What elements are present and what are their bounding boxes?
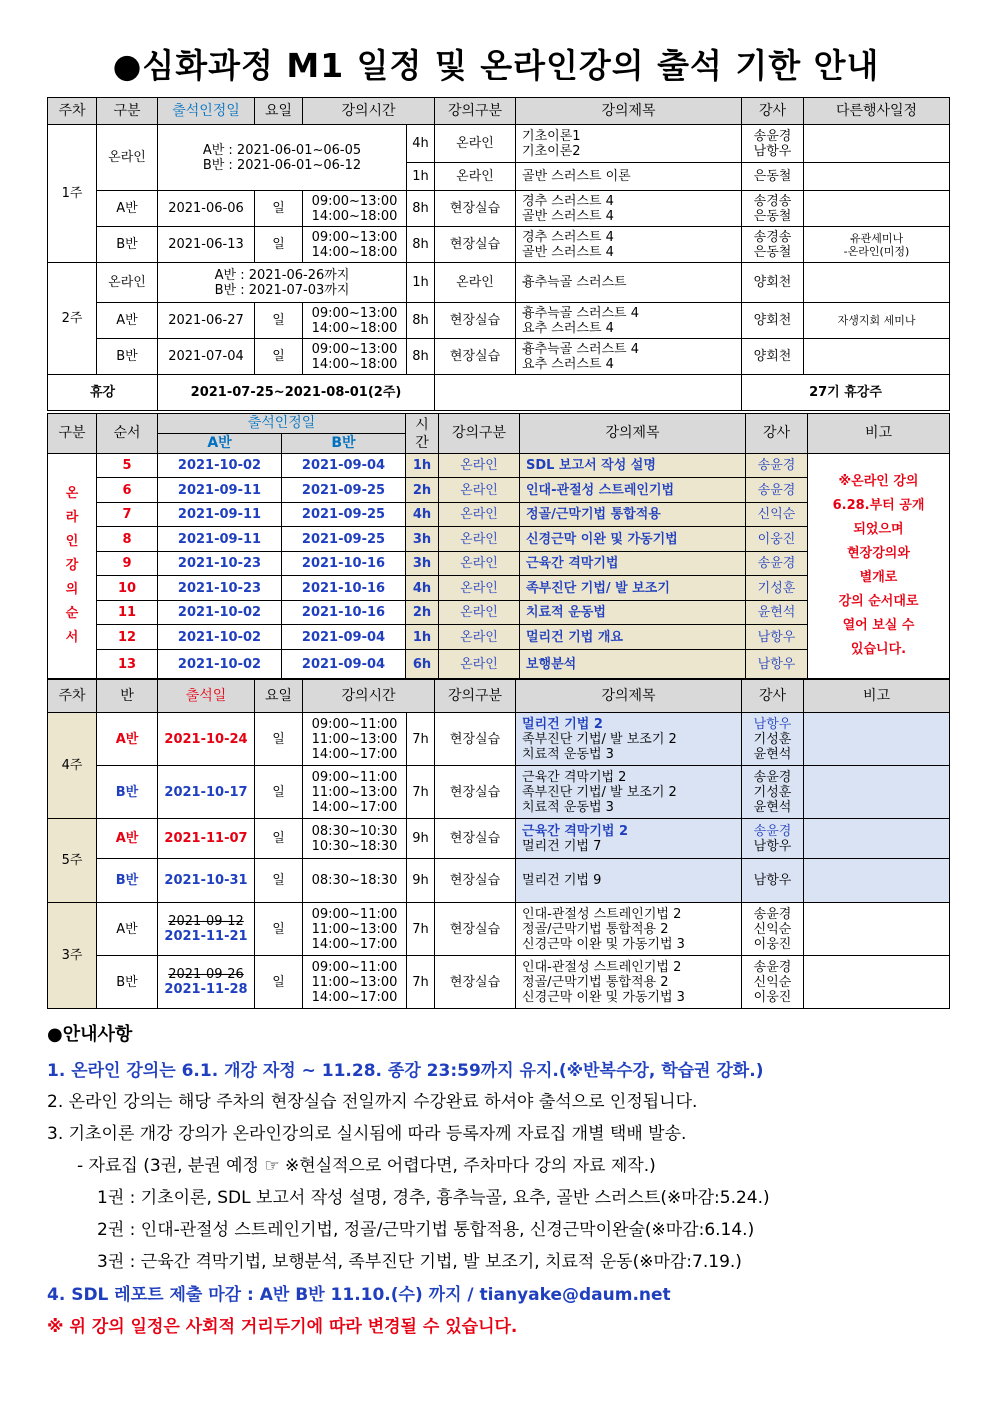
note-cell bbox=[804, 713, 950, 766]
header-order: 순서 bbox=[97, 414, 158, 454]
b-date-cell: 2021-09-25 bbox=[282, 478, 406, 503]
date-cell: 2021-10-31 bbox=[158, 859, 255, 903]
event-cell bbox=[804, 163, 950, 191]
title-cell: 멀리건 기법 개요 bbox=[520, 625, 746, 650]
hours-cell: 7h bbox=[407, 903, 435, 956]
hours-cell: 7h bbox=[407, 766, 435, 819]
order-cell: 12 bbox=[97, 625, 158, 650]
type-cell: 온라인 bbox=[439, 527, 520, 552]
week-cell: 2주 bbox=[48, 263, 97, 375]
hours-cell: 8h bbox=[407, 227, 435, 263]
teacher-cell: 송윤경 기성훈 윤현석 bbox=[742, 766, 804, 819]
day-cell: 일 bbox=[255, 227, 303, 263]
gubun-cell: 온라인 bbox=[97, 263, 158, 303]
hours-cell: 9h bbox=[407, 859, 435, 903]
type-cell: 온라인 bbox=[439, 625, 520, 650]
b-date-cell: 2021-10-16 bbox=[282, 576, 406, 601]
header-time: 강의시간 bbox=[303, 680, 435, 713]
teacher-cell: 남항우 기성훈 윤현석 bbox=[742, 713, 804, 766]
teacher-cell: 양회천 bbox=[742, 339, 804, 375]
table-row bbox=[48, 125, 950, 163]
header-events: 다른행사일정 bbox=[804, 98, 950, 125]
teacher-cell: 송윤경 남항우 bbox=[742, 819, 804, 859]
ban-cell: B반 bbox=[97, 766, 158, 819]
a-date-cell: 2021-10-02 bbox=[158, 454, 282, 478]
page-title: ●심화과정 M1 일정 및 온라인강의 출석 기한 안내 bbox=[112, 46, 880, 85]
date-cell: 2021-11-07 bbox=[158, 819, 255, 859]
day-cell: 일 bbox=[255, 713, 303, 766]
hours-cell: 6h bbox=[406, 650, 439, 679]
b-date-cell: 2021-09-25 bbox=[282, 503, 406, 527]
notices-heading: ●안내사항 bbox=[47, 1024, 133, 1045]
table-row bbox=[48, 903, 950, 956]
header-day: 요일 bbox=[255, 98, 303, 125]
title-cell: 경추 스러스트 4 골반 스러스트 4 bbox=[516, 227, 742, 263]
break-note: 27기 휴강주 bbox=[742, 375, 950, 411]
teacher-cell: 양회천 bbox=[742, 263, 804, 303]
type-cell: 온라인 bbox=[439, 601, 520, 625]
header-ban: 반 bbox=[97, 680, 158, 713]
b-date-cell: 2021-10-16 bbox=[282, 552, 406, 576]
note-cell bbox=[804, 903, 950, 956]
break-dates: 2021-07-25~2021-08-01(2주) bbox=[158, 375, 435, 411]
week-cell: 4주 bbox=[48, 713, 97, 819]
title-cell: 흉추늑골 스러스트 4 요추 스러스트 4 bbox=[516, 339, 742, 375]
title-cell: 족부진단 기법/ 발 보조기 bbox=[520, 576, 746, 601]
header-type: 강의구분 bbox=[435, 680, 516, 713]
day-cell: 일 bbox=[255, 819, 303, 859]
teacher-cell: 송윤경 bbox=[746, 454, 808, 478]
header-hours: 시 간 bbox=[406, 414, 439, 454]
type-cell: 현장실습 bbox=[435, 191, 516, 227]
online-order-label: 온 라 인 강 의 순 서 bbox=[48, 454, 97, 679]
header-attendance-date: 출석인정일 bbox=[158, 98, 255, 125]
type-cell: 현장실습 bbox=[435, 766, 516, 819]
table-header-row bbox=[48, 680, 950, 713]
b-date-cell: 2021-09-04 bbox=[282, 625, 406, 650]
notice-1: 1. 온라인 강의는 6.1. 개강 자정 ~ 11.28. 종강 23:59까지 유지.(※반복수강, 학습권 강화.) bbox=[47, 1061, 764, 1081]
break-empty bbox=[435, 375, 742, 411]
order-cell: 10 bbox=[97, 576, 158, 601]
title-cell: 골반 스러스트 이론 bbox=[516, 163, 742, 191]
ban-cell: A반 bbox=[97, 819, 158, 859]
order-cell: 13 bbox=[97, 650, 158, 679]
header-title: 강의제목 bbox=[516, 680, 742, 713]
teacher-cell: 송윤경 bbox=[746, 552, 808, 576]
note-cell bbox=[804, 956, 950, 1009]
notice-3-volume-3: 3권 : 근육간 격막기법, 보행분석, 족부진단 기법, 발 보조기, 치료적 운동(※마감:7.19.) bbox=[97, 1252, 742, 1272]
type-cell: 현장실습 bbox=[435, 339, 516, 375]
teacher-cell: 송윤경 bbox=[746, 478, 808, 503]
notice-5: ※ 위 강의 일정은 사회적 거리두기에 따라 변경될 수 있습니다. bbox=[47, 1317, 518, 1337]
day-cell: 일 bbox=[255, 191, 303, 227]
teacher-cell: 신익순 bbox=[746, 503, 808, 527]
header-time: 강의시간 bbox=[303, 98, 435, 125]
notice-3-volume-1: 1권 : 기초이론, SDL 보고서 작성 설명, 경추, 흉추늑골, 요추, 골반 스러스트(※마감:5.24.) bbox=[97, 1188, 770, 1208]
note-cell bbox=[804, 819, 950, 859]
a-date-cell: 2021-09-11 bbox=[158, 527, 282, 552]
day-cell: 일 bbox=[255, 859, 303, 903]
hours-cell: 8h bbox=[407, 339, 435, 375]
hours-cell: 1h bbox=[407, 263, 435, 303]
teacher-cell: 은동철 bbox=[742, 163, 804, 191]
week-cell: 5주 bbox=[48, 819, 97, 903]
order-cell: 6 bbox=[97, 478, 158, 503]
date-cell: 2021-10-24 bbox=[158, 713, 255, 766]
title-cell: 근육간 격막기법 bbox=[520, 552, 746, 576]
title-cell: 인대-관절성 스트레인기법 bbox=[520, 478, 746, 503]
teacher-cell: 남항우 bbox=[746, 625, 808, 650]
title-cell: 흉추늑골 스러스트 4 요추 스러스트 4 bbox=[516, 303, 742, 339]
order-cell: 9 bbox=[97, 552, 158, 576]
table-row bbox=[48, 303, 950, 339]
table-row bbox=[48, 713, 950, 766]
type-cell: 현장실습 bbox=[435, 859, 516, 903]
hours-cell: 1h bbox=[406, 454, 439, 478]
header-type: 강의구분 bbox=[439, 414, 520, 454]
header-week: 주차 bbox=[48, 98, 97, 125]
hours-cell: 9h bbox=[407, 819, 435, 859]
teacher-cell: 기성훈 bbox=[746, 576, 808, 601]
notice-3-materials: - 자료집 (3권, 분권 예정 ☞ ※현실적으로 어렵다면, 주차마다 강의 자료 제작.) bbox=[77, 1156, 656, 1176]
ban-cell: A반 bbox=[97, 303, 158, 339]
type-cell: 현장실습 bbox=[435, 713, 516, 766]
title-cell: 멀리건 기법 2 족부진단 기법/ 발 보조기 2 치료적 운동법 3 bbox=[516, 713, 742, 766]
date-cell: 2021-09-12 2021-11-21 bbox=[158, 903, 255, 956]
hours-cell: 4h bbox=[407, 125, 435, 163]
a-date-cell: 2021-10-02 bbox=[158, 625, 282, 650]
b-date-cell: 2021-10-16 bbox=[282, 601, 406, 625]
title-cell: SDL 보고서 작성 설명 bbox=[520, 454, 746, 478]
type-cell: 온라인 bbox=[439, 454, 520, 478]
date-cell: 2021-09-26 2021-11-28 bbox=[158, 956, 255, 1009]
time-cell: 09:00~11:00 11:00~13:00 14:00~17:00 bbox=[303, 903, 407, 956]
online-period-cell: A반 : 2021-06-01~06-05 B반 : 2021-06-01~06-12 bbox=[158, 125, 407, 191]
day-cell: 일 bbox=[255, 903, 303, 956]
order-cell: 8 bbox=[97, 527, 158, 552]
table-row bbox=[48, 766, 950, 819]
order-cell: 11 bbox=[97, 601, 158, 625]
event-cell bbox=[804, 339, 950, 375]
day-cell: 일 bbox=[255, 956, 303, 1009]
type-cell: 온라인 bbox=[439, 650, 520, 679]
type-cell: 현장실습 bbox=[435, 227, 516, 263]
note-cell bbox=[804, 766, 950, 819]
date-cell: 2021-10-17 bbox=[158, 766, 255, 819]
notice-2: 2. 온라인 강의는 해당 주차의 현장실습 전일까지 수강완료 하셔야 출석으로 인정됩니다. bbox=[47, 1092, 698, 1112]
date-cell: 2021-07-04 bbox=[158, 339, 255, 375]
event-cell bbox=[804, 263, 950, 303]
time-cell: 08:30~10:30 10:30~18:30 bbox=[303, 819, 407, 859]
type-cell: 온라인 bbox=[439, 576, 520, 601]
title-cell: 근육간 격막기법 2 족부진단 기법/ 발 보조기 2 치료적 운동법 3 bbox=[516, 766, 742, 819]
online-note: ※온라인 강의 6.28.부터 공개 되었으며 현장강의와 별개로 강의 순서대로 열어 보실 수 있습니다. bbox=[808, 454, 950, 679]
title-cell: 정골/근막기법 통합적용 bbox=[520, 503, 746, 527]
title-cell: 인대-관절성 스트레인기법 2 정골/근막기법 통합적용 2 신경근막 이완 및 가동기법 3 bbox=[516, 956, 742, 1009]
teacher-cell: 송경송 은동철 bbox=[742, 227, 804, 263]
header-day: 요일 bbox=[255, 680, 303, 713]
type-cell: 온라인 bbox=[435, 125, 516, 163]
ban-cell: B반 bbox=[97, 339, 158, 375]
time-cell: 09:00~11:00 11:00~13:00 14:00~17:00 bbox=[303, 766, 407, 819]
header-gubun: 구분 bbox=[97, 98, 158, 125]
notice-3: 3. 기초이론 개강 강의가 온라인강의로 실시됨에 따라 등록자께 자료집 개별 택배 발송. bbox=[47, 1124, 687, 1144]
hours-cell: 1h bbox=[407, 163, 435, 191]
event-cell: 유관세미나 -온라인(미정) bbox=[804, 227, 950, 263]
header-b-ban: B반 bbox=[282, 434, 406, 454]
title-cell: 보행분석 bbox=[520, 650, 746, 679]
hours-cell: 8h bbox=[407, 191, 435, 227]
online-period-cell: A반 : 2021-06-26까지 B반 : 2021-07-03까지 bbox=[158, 263, 407, 303]
b-date-cell: 2021-09-25 bbox=[282, 527, 406, 552]
event-cell bbox=[804, 125, 950, 163]
header-gubun: 구분 bbox=[48, 414, 97, 454]
title-cell: 경추 스러스트 4 골반 스러스트 4 bbox=[516, 191, 742, 227]
order-cell: 7 bbox=[97, 503, 158, 527]
hours-cell: 2h bbox=[406, 601, 439, 625]
ban-cell: A반 bbox=[97, 713, 158, 766]
header-note: 비고 bbox=[804, 680, 950, 713]
header-note: 비고 bbox=[808, 414, 950, 454]
notice-4: 4. SDL 레포트 제출 마감 : A반 B반 11.10.(수) 까지 / tianyake@daum.net bbox=[47, 1285, 671, 1305]
type-cell: 온라인 bbox=[439, 478, 520, 503]
type-cell: 현장실습 bbox=[435, 303, 516, 339]
notice-3-volume-2: 2권 : 인대-관절성 스트레인기법, 정골/근막기법 통합적용, 신경근막이완술(※마감:6.14.) bbox=[97, 1220, 755, 1240]
date-cell: 2021-06-06 bbox=[158, 191, 255, 227]
time-cell: 09:00~13:00 14:00~18:00 bbox=[303, 339, 407, 375]
teacher-cell: 송윤경 신익순 이웅진 bbox=[742, 956, 804, 1009]
teacher-cell: 남항우 bbox=[742, 859, 804, 903]
title-cell: 치료적 운동법 bbox=[520, 601, 746, 625]
table-row bbox=[48, 956, 950, 1009]
time-cell: 09:00~13:00 14:00~18:00 bbox=[303, 191, 407, 227]
title-cell: 멀리건 기법 9 bbox=[516, 859, 742, 903]
header-title: 강의제목 bbox=[516, 98, 742, 125]
event-cell: 자생지회 세미나 bbox=[804, 303, 950, 339]
week-cell: 1주 bbox=[48, 125, 97, 263]
hours-cell: 7h bbox=[407, 956, 435, 1009]
b-date-cell: 2021-09-04 bbox=[282, 650, 406, 679]
teacher-cell: 송윤경 남항우 bbox=[742, 125, 804, 163]
teacher-cell: 송윤경 신익순 이웅진 bbox=[742, 903, 804, 956]
a-date-cell: 2021-10-02 bbox=[158, 650, 282, 679]
a-date-cell: 2021-10-23 bbox=[158, 552, 282, 576]
type-cell: 온라인 bbox=[435, 163, 516, 191]
teacher-cell: 이웅진 bbox=[746, 527, 808, 552]
ban-cell: A반 bbox=[97, 903, 158, 956]
title-cell: 근육간 격막기법 2 멀리건 기법 7 bbox=[516, 819, 742, 859]
day-cell: 일 bbox=[255, 303, 303, 339]
day-cell: 일 bbox=[255, 339, 303, 375]
header-attendance-date: 출석인정일 bbox=[158, 414, 406, 434]
type-cell: 현장실습 bbox=[435, 903, 516, 956]
header-a-ban: A반 bbox=[158, 434, 282, 454]
break-row bbox=[48, 375, 950, 411]
online-order-table bbox=[47, 413, 950, 679]
header-type: 강의구분 bbox=[435, 98, 516, 125]
table-row bbox=[48, 859, 950, 903]
time-cell: 08:30~18:30 bbox=[303, 859, 407, 903]
hours-cell: 2h bbox=[406, 478, 439, 503]
week-cell: 3주 bbox=[48, 903, 97, 1009]
header-week: 주차 bbox=[48, 680, 97, 713]
gubun-cell: 온라인 bbox=[97, 125, 158, 191]
order-cell: 5 bbox=[97, 454, 158, 478]
header-teacher: 강사 bbox=[746, 414, 808, 454]
type-cell: 현장실습 bbox=[435, 956, 516, 1009]
title-cell: 기초이론1 기초이론2 bbox=[516, 125, 742, 163]
type-cell: 온라인 bbox=[439, 503, 520, 527]
table-header-row bbox=[48, 414, 950, 434]
b-date-cell: 2021-09-04 bbox=[282, 454, 406, 478]
table-row bbox=[48, 819, 950, 859]
schedule-table-2 bbox=[47, 679, 950, 1009]
note-cell bbox=[804, 859, 950, 903]
hours-cell: 8h bbox=[407, 303, 435, 339]
event-cell bbox=[804, 191, 950, 227]
teacher-cell: 송경송 은동철 bbox=[742, 191, 804, 227]
header-title: 강의제목 bbox=[520, 414, 746, 454]
ban-cell: B반 bbox=[97, 227, 158, 263]
date-cell: 2021-06-13 bbox=[158, 227, 255, 263]
type-cell: 온라인 bbox=[439, 552, 520, 576]
a-date-cell: 2021-10-23 bbox=[158, 576, 282, 601]
hours-cell: 4h bbox=[406, 503, 439, 527]
table-row bbox=[48, 227, 950, 263]
teacher-cell: 양회천 bbox=[742, 303, 804, 339]
time-cell: 09:00~13:00 14:00~18:00 bbox=[303, 303, 407, 339]
header-attendance-date: 출석일 bbox=[158, 680, 255, 713]
a-date-cell: 2021-10-02 bbox=[158, 601, 282, 625]
hours-cell: 7h bbox=[407, 713, 435, 766]
time-cell: 09:00~11:00 11:00~13:00 14:00~17:00 bbox=[303, 956, 407, 1009]
type-cell: 현장실습 bbox=[435, 819, 516, 859]
teacher-cell: 남항우 bbox=[746, 650, 808, 679]
table-row bbox=[48, 454, 950, 478]
table-row bbox=[48, 263, 950, 303]
type-cell: 온라인 bbox=[435, 263, 516, 303]
table-row bbox=[48, 191, 950, 227]
a-date-cell: 2021-09-11 bbox=[158, 478, 282, 503]
ban-cell: A반 bbox=[97, 191, 158, 227]
hours-cell: 1h bbox=[406, 625, 439, 650]
hours-cell: 4h bbox=[406, 576, 439, 601]
break-label: 휴강 bbox=[48, 375, 158, 411]
time-cell: 09:00~13:00 14:00~18:00 bbox=[303, 227, 407, 263]
teacher-cell: 윤현석 bbox=[746, 601, 808, 625]
a-date-cell: 2021-09-11 bbox=[158, 503, 282, 527]
header-teacher: 강사 bbox=[742, 680, 804, 713]
title-cell: 신경근막 이완 및 가동기법 bbox=[520, 527, 746, 552]
day-cell: 일 bbox=[255, 766, 303, 819]
time-cell: 09:00~11:00 11:00~13:00 14:00~17:00 bbox=[303, 713, 407, 766]
ban-cell: B반 bbox=[97, 859, 158, 903]
hours-cell: 3h bbox=[406, 527, 439, 552]
table-row bbox=[48, 339, 950, 375]
header-teacher: 강사 bbox=[742, 98, 804, 125]
ban-cell: B반 bbox=[97, 956, 158, 1009]
title-cell: 인대-관절성 스트레인기법 2 정골/근막기법 통합적용 2 신경근막 이완 및 가동기법 3 bbox=[516, 903, 742, 956]
schedule-table-1 bbox=[47, 97, 950, 411]
date-cell: 2021-06-27 bbox=[158, 303, 255, 339]
hours-cell: 3h bbox=[406, 552, 439, 576]
table-header-row bbox=[48, 98, 950, 125]
title-cell: 흉추늑골 스러스트 bbox=[516, 263, 742, 303]
